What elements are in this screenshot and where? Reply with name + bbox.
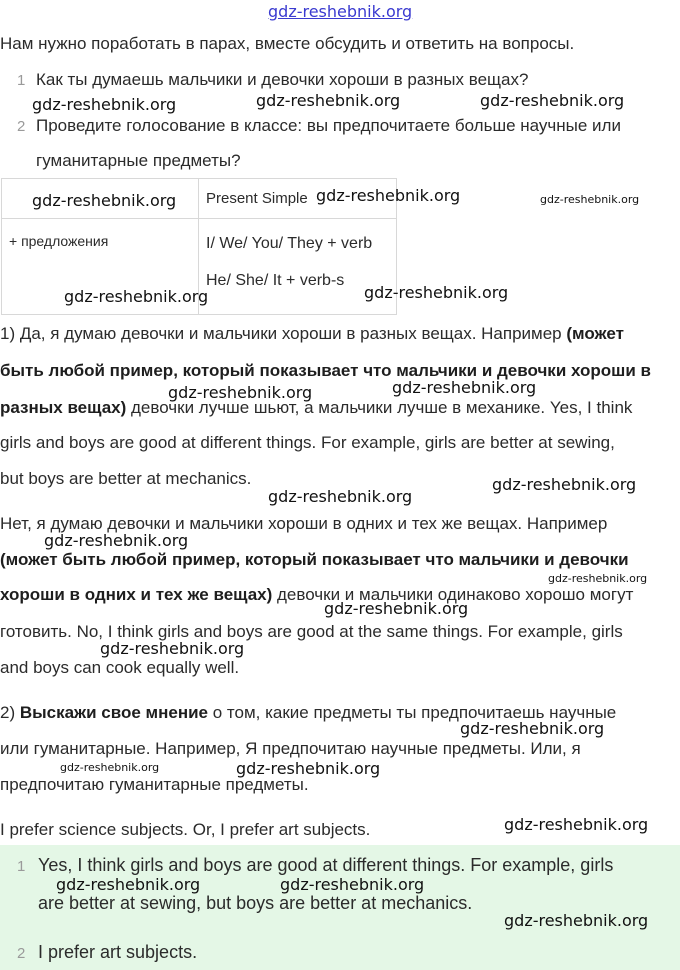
watermark: gdz-reshebnik.org	[540, 193, 640, 206]
answer2-prefix: 2)	[0, 703, 20, 722]
watermark: gdz-reshebnik.org	[548, 572, 648, 585]
answer1-line	[0, 361, 651, 381]
watermark: gdz-reshebnik.org	[480, 91, 625, 110]
answer1-line: girls and boys are good at different things. For example, girls are better at sewing,	[0, 433, 615, 452]
answer-number: 1	[17, 858, 26, 875]
table-row-label: + предложения	[9, 233, 109, 249]
watermark-top[interactable]: gdz-reshebnik.org	[268, 2, 413, 21]
watermark: gdz-reshebnik.org	[492, 475, 637, 494]
answer1-alt-line	[0, 585, 633, 605]
answer1-line: but boys are better at mechanics.	[0, 469, 252, 488]
watermark: gdz-reshebnik.org	[236, 759, 381, 778]
answer1-alt-bold: хороши в одних и тех же вещах)	[0, 585, 273, 604]
question-number: 1	[17, 72, 26, 89]
answer1-line	[0, 324, 624, 344]
watermark: gdz-reshebnik.org	[280, 875, 425, 894]
answer1-alt-bold: (может быть любой пример, который показывает что мальчики и девочки	[0, 550, 629, 569]
answer2-line: предпочитаю гуманитарные предметы.	[0, 775, 309, 794]
table-rule-plural: I/ We/ You/ They + verb	[206, 235, 373, 252]
answer1-alt-line: готовить. No, I think girls and boys are good at the same things. For example, girls	[0, 622, 623, 641]
watermark: gdz-reshebnik.org	[60, 761, 160, 774]
answer1-text: 1) Да, я думаю девочки и мальчики хороши в разных вещах. Например	[0, 324, 567, 343]
question-text: Проведите голосование в классе: вы предпочитаете больше научные или	[36, 116, 621, 135]
answer2-english: I prefer science subjects. Or, I prefer art subjects.	[0, 820, 371, 839]
answer2-line: или гуманитарные. Например, Я предпочитаю научные предметы. Или, я	[0, 739, 581, 758]
watermark: gdz-reshebnik.org	[268, 487, 413, 506]
question-number: 2	[17, 118, 26, 135]
answer1-line	[0, 398, 632, 418]
answer1-text: девочки лучше шьют, а мальчики лучше в механике. Yes, I think	[126, 398, 633, 417]
answers-box	[0, 845, 680, 970]
task-intro: Нам нужно поработать в парах, вместе обсудить и ответить на вопросы.	[0, 34, 575, 53]
answer1-alt-line: Нет, я думаю девочки и мальчики хороши в одних и тех же вещах. Например	[0, 514, 608, 533]
answer1-alt-line: and boys can cook equally well.	[0, 658, 240, 677]
answer1-alt-text: девочки и мальчики одинаково хорошо могут	[272, 585, 634, 604]
watermark: gdz-reshebnik.org	[460, 719, 605, 738]
watermark: gdz-reshebnik.org	[256, 91, 401, 110]
watermark: gdz-reshebnik.org	[32, 95, 177, 114]
answer1-bold: (может	[566, 324, 624, 343]
watermark: gdz-reshebnik.org	[324, 599, 469, 618]
question-text: Как ты думаешь мальчики и девочки хороши в разных вещах?	[36, 70, 529, 89]
watermark: gdz-reshebnik.org	[56, 875, 201, 894]
watermark: gdz-reshebnik.org	[364, 283, 509, 302]
watermark: gdz-reshebnik.org	[316, 186, 461, 205]
final-answer-text: I prefer art subjects.	[38, 942, 198, 962]
watermark: gdz-reshebnik.org	[392, 378, 537, 397]
answer1-bold: быть любой пример, который показывает что мальчики и девочки хороши в	[0, 361, 651, 380]
watermark: gdz-reshebnik.org	[504, 911, 649, 930]
answer2-bold: Выскажи свое мнение	[19, 703, 208, 722]
watermark: gdz-reshebnik.org	[44, 531, 189, 550]
watermark: gdz-reshebnik.org	[32, 191, 177, 210]
question-text-continued: гуманитарные предметы?	[36, 151, 241, 170]
answer-number: 2	[17, 945, 26, 962]
watermark: gdz-reshebnik.org	[64, 287, 209, 306]
answer2-text: о том, какие предметы ты предпочитаешь научные	[208, 703, 617, 722]
answer1-alt-line	[0, 550, 629, 570]
table-header-text: Present Simple	[206, 190, 308, 207]
answer1-bold: разных вещах)	[0, 398, 127, 417]
final-answer-text-continued: are better at sewing, but boys are better at mechanics.	[38, 893, 473, 913]
final-answer-text: Yes, I think girls and boys are good at different things. For example, girls	[38, 855, 614, 875]
watermark: gdz-reshebnik.org	[100, 639, 245, 658]
watermark: gdz-reshebnik.org	[168, 383, 313, 402]
watermark: gdz-reshebnik.org	[504, 815, 649, 834]
table-rule-singular: He/ She/ It + verb-s	[206, 272, 345, 289]
